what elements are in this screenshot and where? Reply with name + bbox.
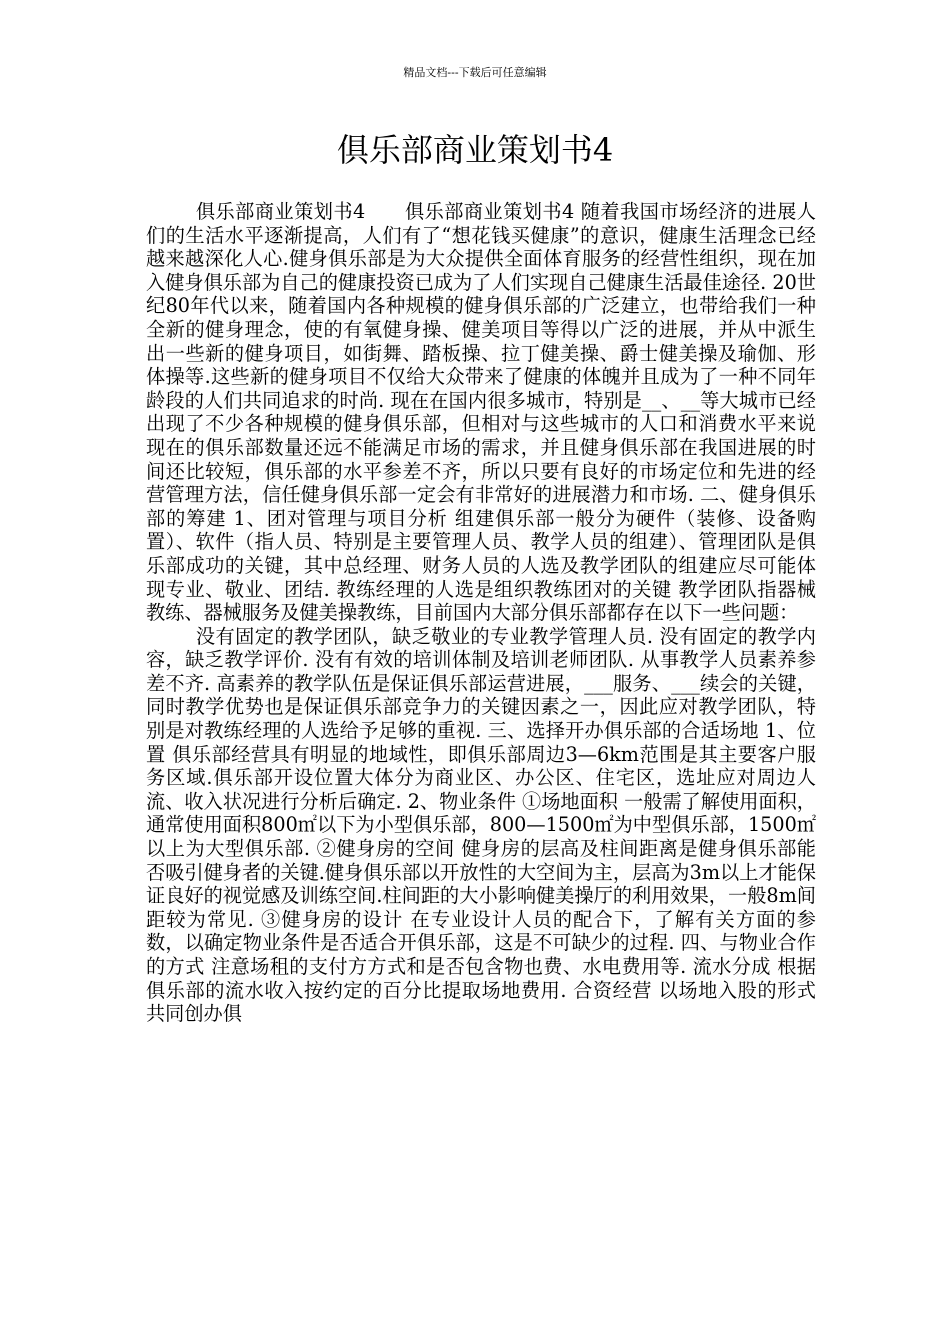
body-paragraph: 没有固定的教学团队，缺乏敬业的专业教学管理人员. 没有固定的教学内容，缺乏教学评价. 没有有效的培训体制及培训老师团队. 从事教学人员素养参差不齐. 高素养的教学队伍是保证俱乐部运营进展，___服务、___续会的关键，同时教学优势也是保证俱乐部竞争力的关键因素之一，因此应对教学团队，特别是对教练经理的人选给予足够的重视. 三、选择开办俱乐部的合适场地 1、位置 俱乐部经营具有明显的地域性，即俱乐部周边3—6km范围是其主要客户服务区域.俱乐部开设位置大体分为商业区、办公区、住宅区，选址应对周边人流、收入状况进行分析后确定. 2、物业条件 ①场地面积 一般需了解使用面积，通常使用面积800㎡以下为小型俱乐部，800—1500㎡为中型俱乐部，1500㎡以上为大型俱乐部. ②健身房的空间 健身房的层高及柱间距离是健身俱乐部能否吸引健身者的关键.健身俱乐部以开放性的大空间为主，层高为3m以上才能保证良好的视觉感及训练空间.柱间距的大小影响健美操厅的利用效果，一般8m间距较为常见. ③健身房的设计 在专业设计人员的配合下，了解有关方面的参数，以确定物业条件是否适合开俱乐部，这是不可缺少的过程. 四、与物业合作的方式 注意场租的支付方方式和是否包含物也费、水电费用等. 流水分成 根据俱乐部的流水收入按约定的百分比提取场地费用. 合资经营 以场地入股的形式共同创办俱 [146,624,816,1026]
header-note: 精品文档---下载后可任意编辑 [403,66,547,79]
document-body [146,200,816,1026]
body-paragraph: 俱乐部商业策划书4 俱乐部商业策划书4 随着我国市场经济的进展人们的生活水平逐渐提高，人们有了“想花钱买健康”的意识，健康生活理念已经越来越深化人心.健身俱乐部是为大众提供全面体育服务的经营性组织，现在加入健身俱乐部为自己的健康投资已成为了人们实现自己健康生活最佳途径. 20世纪80年代以来，随着国内各种规模的健身俱乐部的广泛建立，也带给我们一种全新的健身理念，使的有氧健身操、健美项目等得以广泛的进展，并从中派生出一些新的健身项目，如街舞、踏板操、拉丁健美操、爵士健美操及瑜伽、形体操等.这些新的健身项目不仅给大众带来了健康的体魄并且成为了一种不同年龄段的人们共同追求的时尚. 现在在国内很多城市，特别是__、__等大城市已经出现了不少各种规模的健身俱乐部，但相对与这些城市的人口和消费水平来说现在的俱乐部数量还远不能满足市场的需求，并且健身俱乐部在我国进展的时间还比较短，俱乐部的水平参差不齐，所以只要有良好的市场定位和先进的经营管理方法，信任健身俱乐部一定会有非常好的进展潜力和市场. 二、健身俱乐部的筹建 1、团对管理与项目分析 组建俱乐部一般分为硬件（装修、设备购置）、软件（指人员、特别是主要管理人员、教学人员的组建）、管理团队是俱乐部成功的关键，其中总经理、财务人员的人选及教学团队的组建应尽可能体现专业、敬业、团结. 教练经理的人选是组织教练团对的关键 教学团队指器械教练、器械服务及健美操教练，目前国内大部分俱乐部都存在以下一些问题： [146,200,816,625]
document-title: 俱乐部商业策划书4 [336,131,614,169]
